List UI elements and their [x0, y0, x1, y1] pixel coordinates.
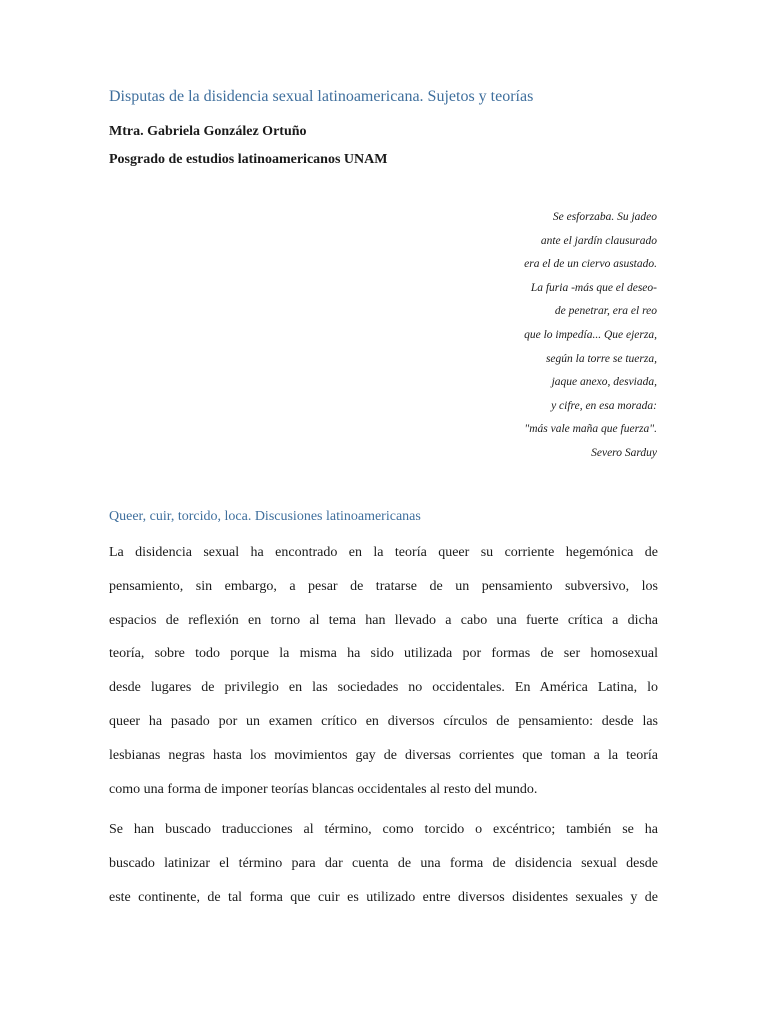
paragraph-line: queer ha pasado por un examen crítico en diversos círculos de pensamiento: desde las [109, 713, 658, 729]
epigraph-line: "más vale maña que fuerza". [524, 423, 657, 436]
epigraph-line: La furia -más que el deseo- [530, 281, 657, 294]
epigraph-line: jaque anexo, desviada, [551, 376, 657, 389]
document-title: Disputas de la disidencia sexual latinoamericana. Sujetos y teorías [109, 88, 534, 105]
body-paragraph [109, 813, 658, 914]
body-paragraph [109, 536, 658, 806]
epigraph-line: era el de un ciervo asustado. [524, 258, 657, 271]
paragraph-line: lesbianas negras hasta los movimientos gay de diversas corrientes que toman a la teoría [109, 747, 658, 763]
author-affiliation: Posgrado de estudios latinoamericanos UNAM [109, 152, 388, 167]
epigraph-line: de penetrar, era el reo [554, 305, 657, 318]
epigraph-line: Se esforzaba. Su jadeo [552, 211, 657, 223]
paragraph-line: este continente, de tal forma que cuir es utilizado entre diversos disidentes sexuales y de [109, 889, 658, 905]
paragraph-line: pensamiento, sin embargo, a pesar de tratarse de un pensamiento subversivo, los [109, 578, 658, 594]
section-heading: Queer, cuir, torcido, loca. Discusiones latinoamericanas [109, 509, 421, 524]
paragraph-line: desde lugares de privilegio en las sociedades no occidentales. En América Latina, lo [109, 680, 658, 696]
epigraph-line: ante el jardín clausurado [540, 234, 657, 247]
author-name: Mtra. Gabriela González Ortuño [109, 124, 307, 139]
epigraph-line: y cifre, en esa morada: [551, 399, 657, 412]
paragraph-line: como una forma de imponer teorías blancas occidentales al resto del mundo. [109, 781, 538, 797]
paragraph-line: Se han buscado traducciones al término, como torcido o excéntrico; también se ha [109, 822, 658, 837]
paragraph-line: espacios de reflexión en torno al tema han llevado a cabo una fuerte crítica a dicha [109, 612, 658, 628]
epigraph-poem [524, 208, 657, 468]
paragraph-line: La disidencia sexual ha encontrado en la teoría queer su corriente hegemónica de [109, 545, 658, 560]
paragraph-line: teoría, sobre todo porque la misma ha sido utilizada por formas de ser homosexual [109, 646, 658, 662]
epigraph-line: que lo impedía... Que ejerza, [524, 328, 657, 341]
epigraph-attribution: Severo Sarduy [591, 446, 657, 459]
paragraph-line: buscado latinizar el término para dar cuenta de una forma de disidencia sexual desde [109, 855, 658, 871]
epigraph-line: según la torre se tuerza, [545, 352, 657, 365]
